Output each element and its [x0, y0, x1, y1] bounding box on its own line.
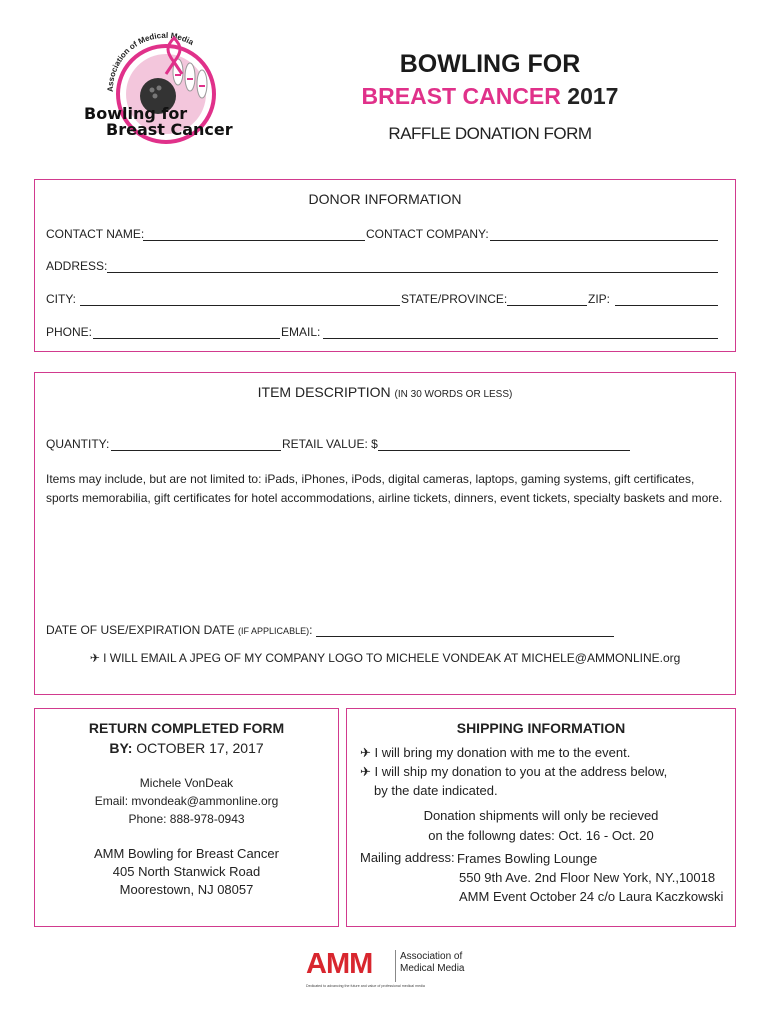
mailing-address-line3: AMM Event October 24 c/o Laura Kaczkowski: [459, 889, 724, 904]
zip-label: ZIP:: [588, 292, 611, 306]
city-field[interactable]: [80, 305, 400, 306]
return-heading: RETURN COMPLETED FORM: [88, 720, 285, 736]
shipping-heading: SHIPPING INFORMATION: [456, 720, 626, 736]
item-heading-text: ITEM DESCRIPTION: [257, 384, 391, 400]
return-address-line3: Moorestown, NJ 08057: [119, 882, 254, 897]
shipping-option-bring[interactable]: [360, 743, 730, 762]
amm-wordmark: AMM: [306, 948, 373, 980]
shipping-dates-note: [347, 806, 735, 846]
retail-value-label: RETAIL VALUE: $: [282, 437, 378, 451]
email-logo-note: [35, 651, 735, 665]
items-description-text: Items may include, but are not limited to: iPads, iPhones, iPods, digital cameras, laptops, gaming systems, gift certificates, sports memorabilia, gift certificates for hotel accommodations, airline tickets, dinners, event tickets, specialty baskets and more.: [46, 472, 723, 505]
phone-field[interactable]: [93, 338, 280, 339]
shipping-option-bring-text: I will bring my donation with me to the event.: [374, 745, 631, 760]
shipping-note-line2: on the followng dates: Oct. 16 - Oct. 20: [428, 828, 654, 843]
logo-line2: Breast Cancer: [106, 120, 233, 139]
email-field[interactable]: [323, 338, 718, 339]
expiration-date-note: (IF APPLICABLE): [238, 626, 310, 636]
shipping-options: [360, 743, 730, 800]
svg-text:Association of Medical Media: Association of Medical Media: [105, 30, 196, 93]
address-field[interactable]: [107, 272, 718, 273]
mailing-address-block: [457, 849, 732, 906]
item-description-section: [34, 372, 736, 695]
title-breast-cancer: BREAST CANCER: [361, 83, 561, 109]
email-label: EMAIL:: [281, 325, 321, 339]
retail-value-field[interactable]: [378, 450, 630, 451]
city-label: CITY:: [46, 292, 77, 306]
amm-divider: [395, 950, 396, 982]
expiration-date-label: [46, 623, 312, 637]
form-subtitle: RAFFLE DONATION FORM: [388, 124, 592, 143]
mailing-address-line2: 550 9th Ave. 2nd Floor New York, NY.,10018: [459, 870, 716, 885]
contact-company-field[interactable]: [490, 240, 718, 241]
airplane-icon: ✈: [360, 764, 371, 779]
return-contact-name: Michele VonDeak: [139, 776, 234, 790]
airplane-icon: ✈: [89, 651, 100, 665]
contact-company-label: CONTACT COMPANY:: [366, 227, 489, 241]
expiration-date-text: DATE OF USE/EXPIRATION DATE: [46, 623, 235, 637]
logo-line1: Bowling for: [84, 104, 188, 123]
zip-field[interactable]: [615, 305, 718, 306]
return-address-line2: 405 North Stanwick Road: [112, 864, 261, 879]
airplane-icon: ✈: [360, 745, 371, 760]
return-contact-email: Email: mvondeak@ammonline.org: [94, 794, 279, 808]
return-contact-block: [35, 774, 338, 828]
donor-information-section: [34, 179, 736, 352]
expiration-date-colon: :: [309, 623, 313, 637]
return-address-line1: AMM Bowling for Breast Cancer: [94, 846, 279, 861]
contact-name-label: CONTACT NAME:: [46, 227, 145, 241]
amm-org-name: [400, 951, 464, 975]
amm-org-line1: Association of: [400, 951, 463, 962]
amm-logo: [306, 948, 466, 998]
state-label: STATE/PROVINCE:: [401, 292, 508, 306]
expiration-date-field[interactable]: [316, 636, 614, 637]
shipping-note-line1: Donation shipments will only be recieved: [423, 808, 659, 823]
amm-org-line2: Medical Media: [400, 963, 465, 974]
return-by-date: [35, 740, 338, 756]
phone-label: PHONE:: [46, 325, 93, 339]
contact-name-field[interactable]: [143, 240, 365, 241]
return-address-block: [35, 845, 338, 899]
email-logo-text: I WILL EMAIL A JPEG OF MY COMPANY LOGO TO MICHELE VONDEAK AT MICHELE@AMMONLINE.org: [103, 651, 681, 665]
title-line2: [340, 83, 640, 110]
quantity-label: QUANTITY:: [46, 437, 110, 451]
mailing-address-label: Mailing address:: [360, 850, 455, 865]
return-by-label: BY:: [109, 740, 133, 756]
item-heading: [35, 384, 735, 400]
return-date-value: OCTOBER 17, 2017: [136, 740, 264, 756]
donor-heading: DONOR INFORMATION: [308, 191, 462, 207]
state-field[interactable]: [507, 305, 587, 306]
return-form-section: [34, 708, 339, 927]
shipping-option-ship-text: I will ship my donation to you at the address below,: [374, 764, 668, 779]
item-heading-note: (IN 30 WORDS OR LESS): [394, 389, 513, 400]
address-label: ADDRESS:: [46, 259, 108, 273]
bowling-logo: [78, 22, 248, 152]
title-year: 2017: [567, 83, 619, 109]
shipping-option-ship[interactable]: [360, 762, 730, 781]
amm-tagline: Dedicated to advancing the future and value of professional medical media: [306, 984, 425, 988]
quantity-field[interactable]: [111, 450, 281, 451]
mailing-address-line1: Frames Bowling Lounge: [457, 851, 598, 866]
shipping-option-ship-text-cont: by the date indicated.: [374, 783, 498, 798]
return-contact-phone: Phone: 888-978-0943: [128, 812, 245, 826]
title-line1: BOWLING FOR: [399, 50, 581, 78]
shipping-information-section: [346, 708, 736, 927]
